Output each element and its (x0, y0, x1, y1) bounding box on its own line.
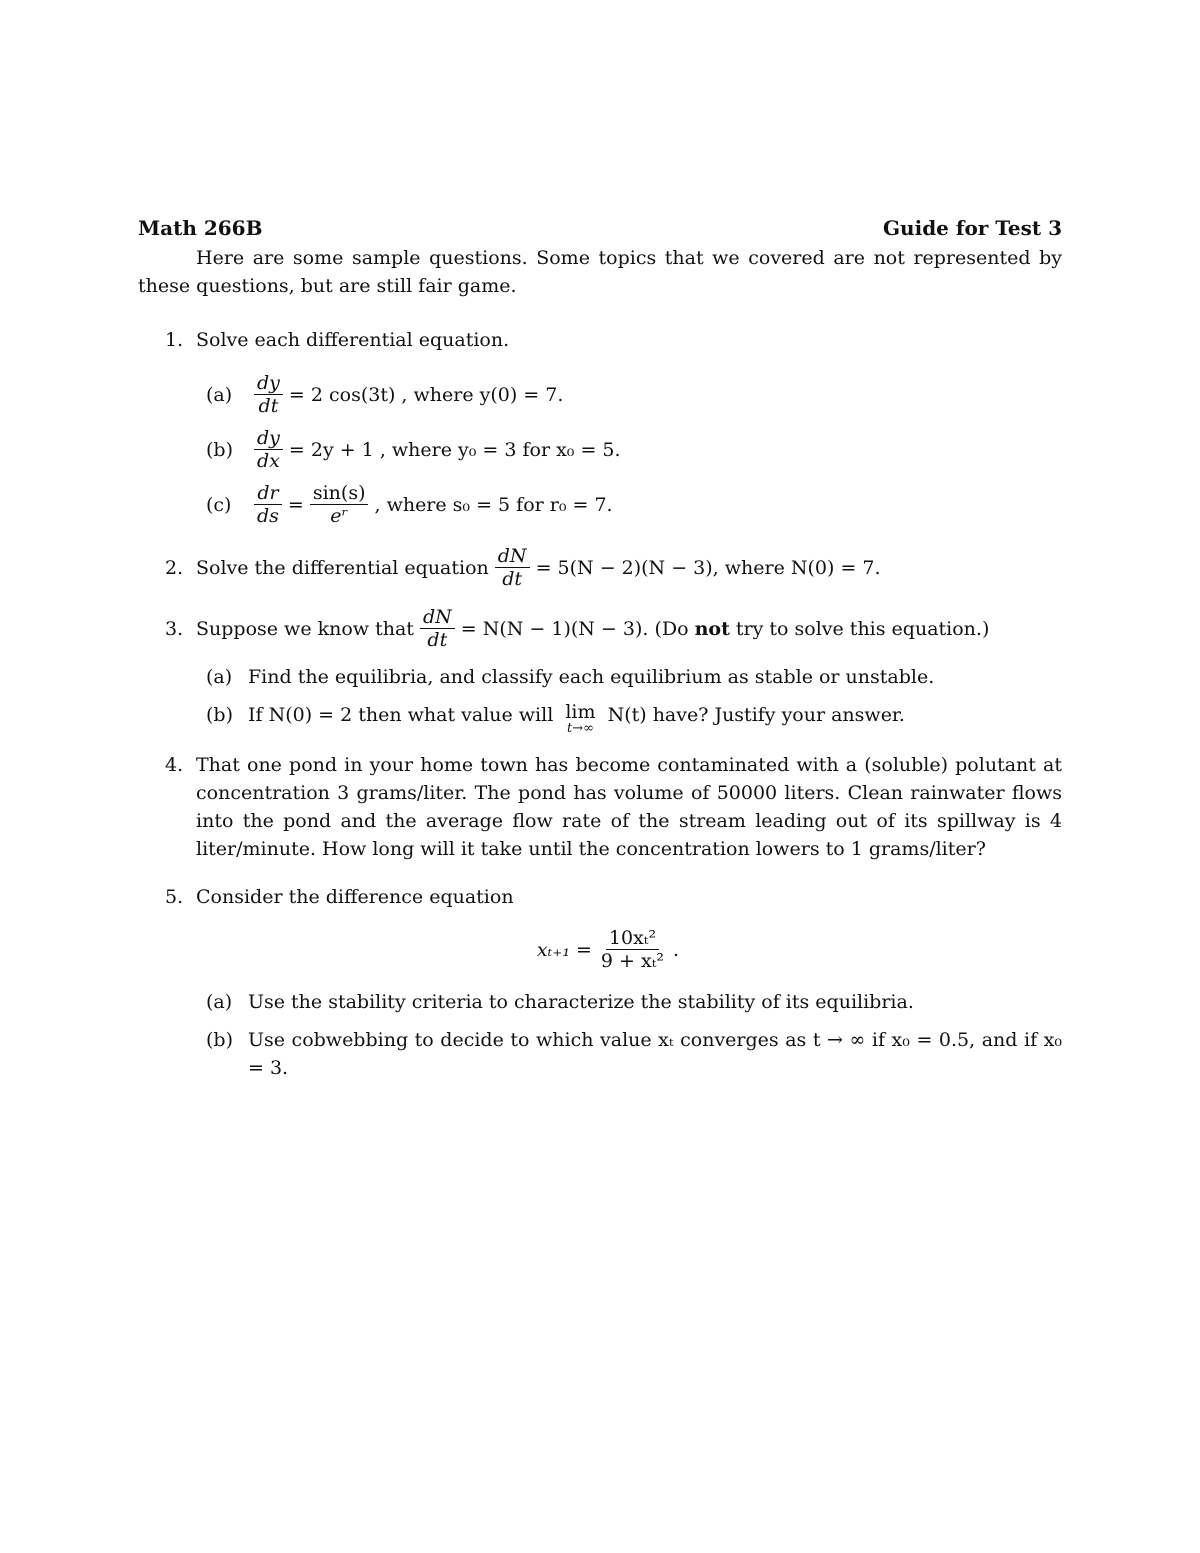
equation-rhs: = 2y + 1 , where y₀ = 3 for x₀ = 5. (288, 438, 621, 461)
question-number: 4. (165, 754, 184, 776)
fraction: $\frac{\sin(s)}{\text{eʳ}}$ (310, 482, 369, 527)
fraction: $\frac{dN}{dt}$ (495, 545, 530, 590)
question-2 (138, 545, 1062, 590)
sub-text: Find the equilibria, and classify each equilibrium as stable or unstable. (248, 666, 935, 688)
question-4 (138, 751, 1062, 863)
question-5b (138, 1026, 1062, 1082)
equation-rhs: = 2 cos(3t) , where y(0) = 7. (288, 383, 564, 406)
fraction: $\frac{dy}{dx}$ (254, 427, 283, 472)
question-5 (138, 883, 1062, 911)
limit: lim t→∞ (565, 701, 596, 736)
question-number: 3. (165, 617, 184, 640)
fraction: $\frac{dr}{ds}$ (254, 482, 282, 527)
question-text: Consider the difference equation (196, 886, 514, 908)
doc-title: Guide for Test 3 (882, 216, 1062, 240)
question-number: 2. (165, 556, 184, 579)
question-3a (138, 663, 1062, 691)
intro-paragraph: Here are some sample questions. Some topics that we covered are not represented by these questions, but are still fair game. (138, 247, 1062, 297)
sub-text: Use the stability criteria to characterize the stability of its equilibria. (248, 991, 914, 1013)
header (138, 212, 1062, 244)
document-page (138, 212, 1062, 1082)
question-text: That one pond in your home town has become contaminated with a (soluble) polutant at concentration 3 grams/liter. The pond has volume of 50000 liters. Clean rainwater flows into the pond and the average flow rate of the stream leading out of its spillway is 4 liter/minute. How long will it take until the concentration lowers to 1 grams/liter? (196, 754, 1062, 860)
sub-text: Use cobwebbing to decide to which value xₜ converges as t → ∞ if x₀ = 0.5, and if x₀ = 3. (248, 1029, 1062, 1079)
question-text: Solve each differential equation. (196, 329, 510, 351)
fraction: $\frac{dy}{dt}$ (254, 372, 283, 417)
sub-text: If N(0) = 2 then what value will (248, 704, 554, 726)
question-5a (138, 988, 1062, 1016)
question-3b (138, 701, 1062, 741)
question-1b (138, 427, 1062, 472)
sub-label: (b) (206, 438, 233, 461)
question-1a (138, 372, 1062, 417)
sub-label: (a) (206, 383, 233, 406)
equation-rhs: , where s₀ = 5 for r₀ = 7. (374, 493, 613, 516)
question-text: Solve the differential equation (196, 556, 489, 579)
question-1c (138, 482, 1062, 527)
display-equation (138, 927, 1062, 972)
equation-lhs: xₜ₊₁ = (536, 938, 592, 961)
question-3 (138, 606, 1062, 651)
fraction: $\frac{\text{10xₜ²}}{\text{9 + xₜ²}}$ (600, 927, 665, 972)
sub-text-post: N(t) have? Justify your answer. (607, 704, 905, 726)
equation-rhs: = N(N − 1)(N − 3). (Do (460, 617, 689, 640)
sub-label: (a) (206, 991, 233, 1013)
fraction: $\frac{dN}{dt}$ (420, 606, 455, 651)
sub-label: (b) (206, 704, 233, 726)
question-number: 1. (165, 329, 184, 351)
question-text: Suppose we know that (196, 617, 414, 640)
equation-rhs: = 5(N − 2)(N − 3), where N(0) = 7. (535, 556, 881, 579)
question-number: 5. (165, 886, 184, 908)
equation-tail: . (673, 938, 680, 961)
equation-rhs-2: try to solve this equation.) (735, 617, 990, 640)
sub-label: (b) (206, 1029, 233, 1051)
course-title: Math 266B (138, 216, 263, 240)
question-1 (138, 326, 1062, 354)
equals-sign: = (287, 493, 304, 516)
sub-label: (c) (206, 493, 232, 516)
bold-word: not (694, 617, 730, 640)
sub-label: (a) (206, 666, 233, 688)
